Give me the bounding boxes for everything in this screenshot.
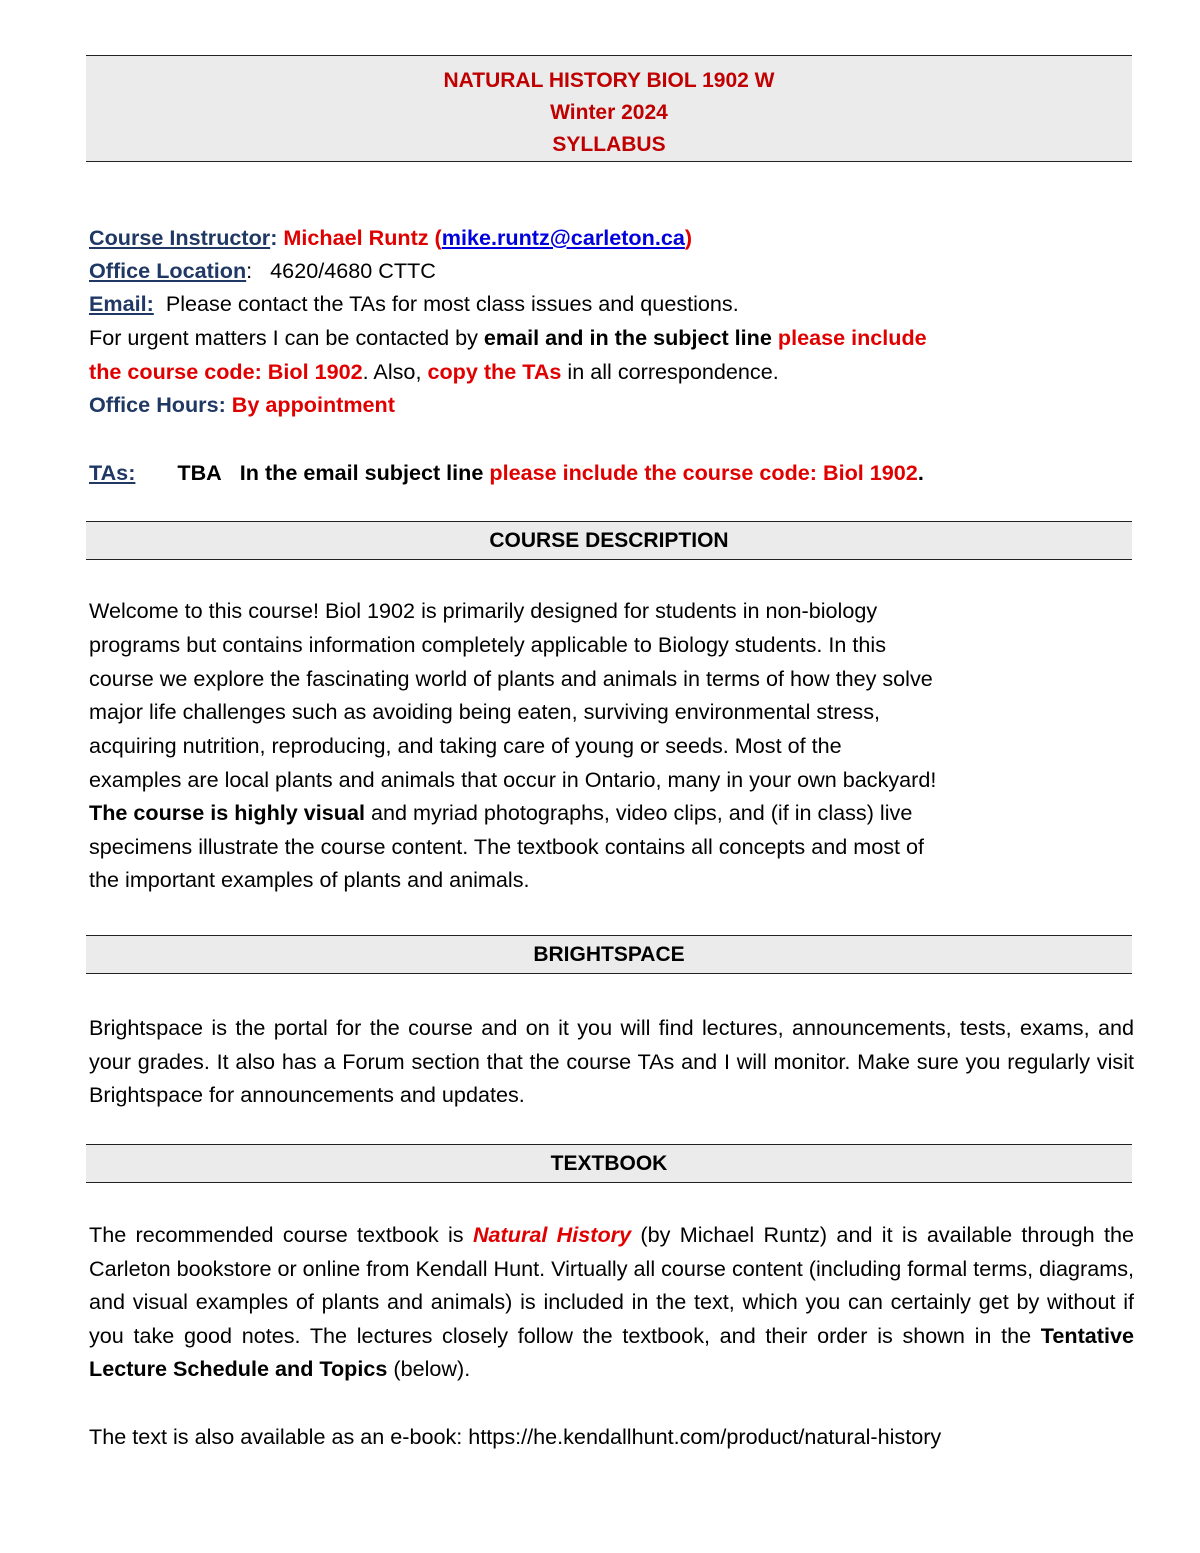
brightspace-paragraph: Brightspace is the portal for the course and on it you will find lectures, announcements, tests, exams, and your grades. It also has a Forum section that the course TAs and I will monitor. Make sure you regularly visit Brightspace for announcements and updates. [89, 1015, 1134, 1108]
description-line-4: major life challenges such as avoiding being eaten, surviving environmental stress, [89, 699, 880, 724]
course-description-heading: COURSE DESCRIPTION [86, 521, 1132, 560]
tas-line: TAs: TBA In the email subject line please include the course code: Biol 1902. [89, 460, 924, 485]
email-text: Please contact the TAs for most class issues and questions. [165, 291, 739, 316]
office-hours-line [89, 388, 1134, 422]
email-line [89, 287, 1134, 321]
description-line-8: specimens illustrate the course content. The textbook contains all concepts and most of [89, 834, 925, 859]
document-type: SYLLABUS [552, 133, 666, 156]
instructor-email-link[interactable]: mike.runtz@carleton.ca [441, 225, 685, 250]
title-banner [86, 55, 1132, 162]
lecture-schedule-reference: Tentative Lecture Schedule and Topics [89, 1322, 1134, 1382]
instructor-label: Course Instructor [89, 225, 271, 250]
description-line-1: Welcome to this course! Biol 1902 is primarily designed for students in non-biology [89, 598, 878, 623]
office-location-value: 4620/4680 CTTC [270, 258, 436, 283]
tas-name: TBA [177, 460, 222, 485]
description-line-7: The course is highly visual and myriad photographs, video clips, and (if in class) live [89, 800, 913, 825]
course-title: NATURAL HISTORY BIOL 1902 W [443, 69, 775, 92]
ebook-line: The text is also available as an e-book: https://he.kendallhunt.com/product/natural-history [89, 1424, 942, 1449]
textbook-title: Natural History [472, 1222, 632, 1247]
description-line-6: examples are local plants and animals that occur in Ontario, many in your own backyard! [89, 767, 937, 792]
urgent-line-1: For urgent matters I can be contacted by email and in the subject line please include [89, 325, 927, 350]
office-hours-value: By appointment [231, 392, 395, 417]
office-location-line: Office Location: 4620/4680 CTTC [89, 258, 436, 283]
description-line-3: course we explore the fascinating world of plants and animals in terms of how they solve [89, 666, 933, 691]
highly-visual-emphasis: The course is highly visual [89, 800, 366, 825]
description-line-5: acquiring nutrition, reproducing, and taking care of young or seeds. Most of the [89, 733, 842, 758]
office-location-label: Office Location [89, 258, 247, 283]
description-line-2: programs but contains information completely applicable to Biology students. In this [89, 632, 886, 657]
office-hours-label: Office Hours: [89, 392, 226, 417]
instructor-line: Course Instructor: Michael Runtz (mike.runtz@carleton.ca) [89, 225, 693, 250]
instructor-name: Michael Runtz [283, 225, 429, 250]
urgent-line-2: the course code: Biol 1902. Also, copy the TAs in all correspondence. [89, 359, 779, 384]
textbook-paragraph: The recommended course textbook is Natural History (by Michael Runtz) and it is available through the Carleton bookstore or online from Kendall Hunt. Virtually all course content (including formal terms, diagrams, and visual examples of plants and animals) is included in the text, which you can certainly get by without if you take good notes. The lectures closely follow the textbook, and their order is shown in the Tentative Lecture Schedule and Topics (below). [89, 1222, 1135, 1382]
tas-label: TAs: [89, 460, 136, 485]
description-line-9: the important examples of plants and animals. [89, 867, 530, 892]
brightspace-heading: BRIGHTSPACE [86, 935, 1132, 974]
course-term: Winter 2024 [550, 101, 668, 124]
email-label: Email: [89, 291, 154, 316]
textbook-heading: TEXTBOOK [86, 1144, 1132, 1183]
